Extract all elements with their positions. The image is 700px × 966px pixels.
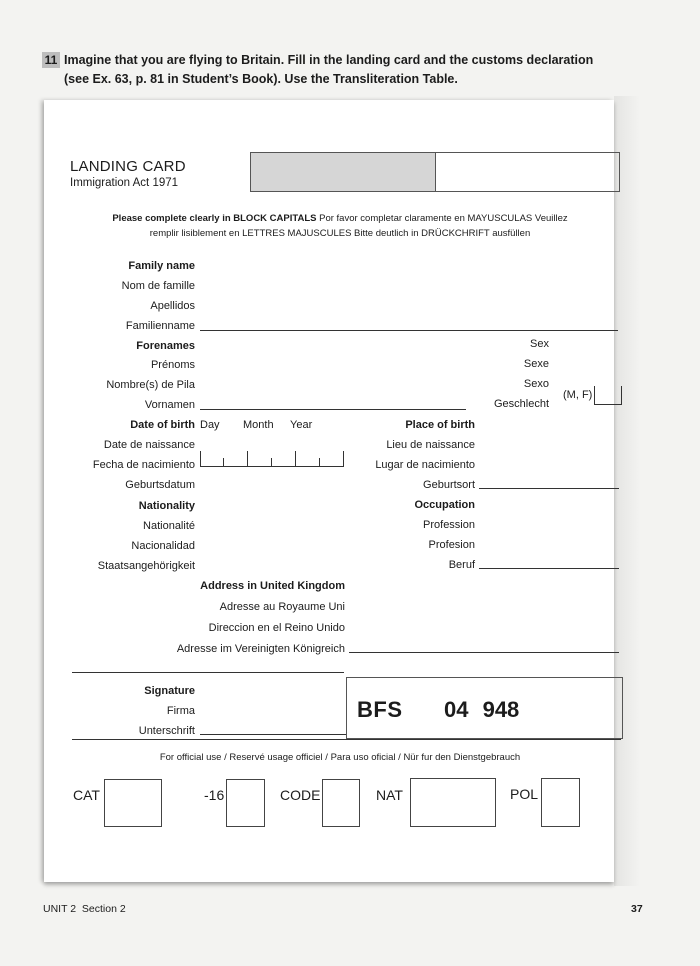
signature-label: Signature (144, 685, 195, 697)
signature-field[interactable] (200, 734, 346, 735)
footer-unit (43, 903, 126, 915)
nat-box[interactable] (410, 778, 496, 827)
family-name-label-es: Apellidos (150, 300, 195, 312)
family-name-field[interactable] (200, 330, 618, 331)
notice-line-2: remplir lisiblement en LETTRES MAJUSCULES Bitte deutlich in DRÜCKCHRIFT ausfüllen (149, 228, 531, 239)
dob-label-fr: Date de naissance (103, 439, 195, 451)
occupation-label-de: Beruf (448, 559, 475, 571)
address-field-line-2[interactable] (72, 672, 344, 673)
forenames-label: Forenames (136, 340, 195, 352)
nationality-label: Nationality (138, 500, 195, 512)
card-subtitle: Immigration Act 1971 (70, 177, 179, 189)
signature-label-de: Unterschrift (138, 725, 195, 737)
dob-label: Date of birth (130, 419, 195, 431)
sex-label-es: Sexo (523, 378, 549, 390)
address-label-de: Adresse im Vereinigten Königreich (176, 643, 345, 655)
dob-tick (343, 451, 344, 467)
notice-rest: Por favor completar claramente en MAYUSCULAS Veuillez (316, 213, 568, 224)
forenames-label-de: Vornamen (144, 399, 195, 411)
sex-label-fr: Sexe (523, 358, 549, 370)
code-label: CODE (280, 787, 321, 803)
occupation-field[interactable] (479, 568, 619, 569)
serial-number: 04 948 (444, 697, 520, 722)
forenames-label-es: Nombre(s) de Pila (106, 379, 195, 391)
family-name-label: Family name (128, 260, 195, 272)
nationality-label-es: Nacionalidad (131, 540, 195, 552)
occupation-label: Occupation (414, 499, 475, 511)
pob-label-fr: Lieu de naissance (386, 439, 475, 451)
pob-label-de: Geburtsort (423, 479, 475, 491)
minus16-box[interactable] (226, 779, 265, 827)
address-field[interactable] (349, 652, 619, 653)
serial-number-box (346, 677, 623, 739)
occupation-label-fr: Profession (423, 519, 475, 531)
page-number: 37 (631, 903, 643, 915)
pob-label-es: Lugar de nacimiento (375, 459, 475, 471)
sex-hint: (M, F) (563, 389, 593, 401)
dob-tick (319, 458, 320, 467)
signature-label-es: Firma (166, 705, 195, 717)
dob-baseline (200, 466, 344, 467)
address-label: Address in United Kingdom (200, 580, 345, 592)
dob-field[interactable] (200, 453, 344, 467)
family-name-label-de: Familienname (125, 320, 195, 332)
pol-label: POL (510, 786, 539, 802)
family-name-label-fr: Nom de famille (121, 280, 195, 292)
nationality-label-fr: Nationalité (143, 520, 195, 532)
exercise-number: 11 (42, 52, 60, 68)
forenames-label-fr: Prénoms (150, 359, 195, 371)
sex-label: Sex (530, 338, 549, 350)
instruction-line-2: (see Ex. 63, p. 81 in Student’s Book). Use the Transliteration Table. (64, 72, 458, 86)
forenames-field[interactable] (200, 409, 466, 410)
nat-label: NAT (376, 787, 403, 803)
dob-year-label: Year (290, 419, 313, 431)
official-use-heading: For official use / Reservé usage officiel / Para uso oficial / Nür fur den Dienstgebrauch (159, 752, 521, 763)
dob-tick (200, 451, 201, 467)
pol-box[interactable] (541, 778, 580, 827)
pob-field[interactable] (479, 488, 619, 489)
dob-tick (271, 458, 272, 467)
card-title: LANDING CARD (70, 158, 186, 175)
dob-tick (223, 458, 224, 467)
cat-label: CAT (73, 787, 100, 803)
instruction-line-1: Imagine that you are flying to Britain. Fill in the landing card and the customs declaration (64, 53, 594, 67)
sex-label-de: Geschlecht (493, 398, 549, 410)
address-label-es: Direccion en el Reino Unido (208, 622, 345, 634)
dob-label-de: Geburtsdatum (125, 479, 195, 491)
cat-box[interactable] (104, 779, 162, 827)
occupation-label-es: Profesion (428, 539, 475, 551)
dob-day-label: Day (200, 419, 220, 431)
signature-divider (72, 739, 621, 740)
code-box[interactable] (322, 779, 360, 827)
dob-tick (247, 451, 248, 467)
block-capitals-notice (60, 211, 620, 241)
pob-label: Place of birth (405, 419, 475, 431)
dob-label-es: Fecha de nacimiento (92, 459, 195, 471)
footer-section-label: Section 2 (81, 903, 126, 915)
exercise-instruction (64, 51, 624, 89)
nationality-label-de: Staatsangehörigkeit (97, 560, 195, 572)
sex-field[interactable] (594, 386, 622, 405)
dob-tick (295, 451, 296, 467)
notice-bold: Please complete clearly in BLOCK CAPITALS (112, 213, 317, 224)
official-stamp-box (250, 152, 620, 192)
footer-unit-label: UNIT 2 (43, 903, 77, 915)
minus16-label: -16 (204, 787, 225, 803)
serial-prefix: BFS (357, 697, 403, 722)
address-label-fr: Adresse au Royaume Uni (219, 601, 345, 613)
stamp-grey-area (251, 153, 436, 191)
dob-month-label: Month (243, 419, 274, 431)
